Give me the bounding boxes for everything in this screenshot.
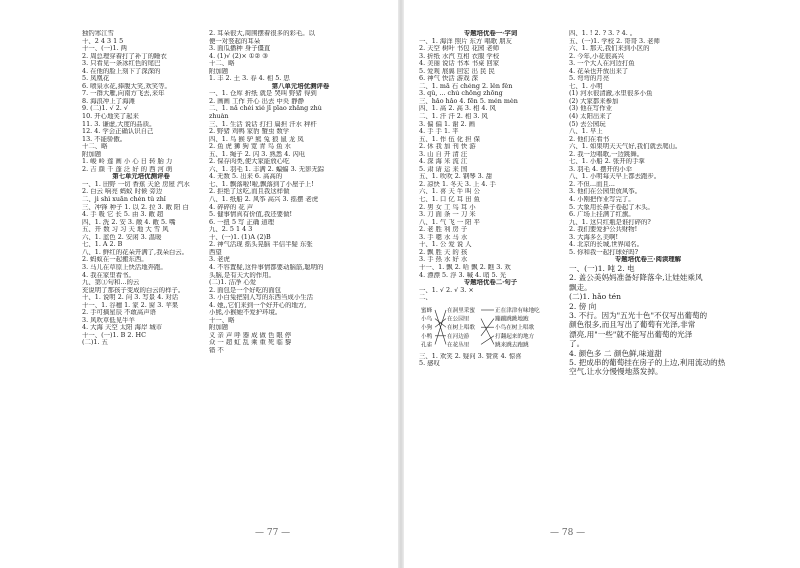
match-item: 小鸟 [421,316,433,323]
answer-line: 六、1. 那天,我们来到小区的 [569,45,650,53]
answer-line: 2. 周总理穿着打了补丁的睡衣 [82,52,167,60]
answer-line: 十、(一)1. (1)A (2)B [209,233,271,241]
answer-line: 1. 峻 岭 莲 画 小 心 日 转 胎 力 [82,158,173,166]
match-item: 蜜蜂 [421,307,433,314]
answer-line: 11. 3. 谦虚,大度的品质。 [82,120,156,128]
match-item: 孔雀 [421,342,433,349]
answer-line: 了。 [569,339,585,349]
answer-line: 2. 休 我 加 刊 快 游 [419,143,476,151]
column-2 [209,30,392,355]
answer-line: 5. 感叹 [419,360,440,368]
answer-line: 5. 你和我一起打球好吗? [569,248,639,256]
answer-line: 六、1. 喜 天 牛 叫 公 [419,188,480,196]
answer-line: 3. 马儿在草原上快活地奔跑。 [82,263,167,271]
answer-line: 4. 手 吸 它 长 5. 由 3. 敞 超 [82,211,164,219]
answer-line: 附加题 [209,67,229,75]
match-connector [481,318,494,344]
answer-line: 4. 北京的长城,世界闻名。 [569,241,644,249]
answer-line: 3. 折纸 水汽 互相 衣服 学校 [419,52,500,60]
answer-line: 十、1. 公 爱 说 人 [419,241,472,249]
answer-line: 2. 男 女 工 鸟 耳 小 [419,203,476,211]
answer-line: 3. 风吹草低见牛羊 [82,316,135,324]
answer-line: 附加题 [82,150,102,158]
answer-line: (二)1. 五 [82,339,108,347]
answer-line: 五、1. 绳子 2. 闪 3. 熟悉 4. 闪电 [209,150,306,158]
answer-line: 众 一 超 虹 乱 乘 重 死 临 黎 [209,339,292,347]
match-item: 在树上唱歌 [447,324,475,331]
answer-line: 三、冲锋 种子 1. 以 2. 拉 3. 敞 阳 白 [82,203,189,211]
answer-line: 二、jì shì xuān chén tǔ zhǐ [82,196,166,204]
answer-line: 十一、1. 飘 2. 哈 飘 2. 瞧 3. 欢 [419,263,511,271]
answer-line: 3. 大海多么美啊! [569,233,619,241]
answer-line: 3. 一个大人在河边打鱼 [569,60,635,68]
answer-line: 2. 野猪 鸡鸭 家豹 蟹虫 数学 [209,128,290,136]
answer-line: 5. 大象用长鼻子卷起了木头。 [569,203,654,211]
answer-line: 2. 我们要爱护公共财物! [569,226,638,234]
answer-line: 七、1. 小船 2. 张开的手掌 [569,158,645,166]
answer-line: 2. 他们在看书 [569,135,610,143]
match-item: 在洞里采蜜 [447,307,475,314]
answer-line: 四、1. 高 2. 高 3. 相 4. 风 [419,105,496,113]
answer-line: 13. 不能骄傲。 [82,135,127,143]
answer-line: 2. 画画 工作 开心 出去 中央 静静 [209,97,304,105]
answer-line: 2. 拒绝了这吃,而且我这样做 [209,188,290,196]
answer-line: 2. 我一边唱歌,一边跳舞。 [569,150,644,158]
answer-line: 6. 广场上挂满了红旗。 [569,211,635,219]
answer-line: 充说明了那孩子变成的白云的样子。 [82,286,185,294]
answer-line: 一、1. 仓库 折纸 就是 哭叫 野猪 得到 [209,90,317,98]
answer-line: 4. 美丽 说话 书本 书桌 回家 [419,60,500,68]
answer-line: 四、1. 洗 2. 安 3. 敞 4. 敞 5. 嘴 [82,218,176,226]
match-item: 小鸭 [421,333,433,340]
match-item: 打翻起来的地方 [495,333,535,340]
answer-line: 四、1. 鸟 猴 驴 熊 兔 狼 鼠 龙 凤 [209,135,304,143]
answer-line: 八、1. 鲜红的花朵开满了,我朵白云。 [82,248,189,256]
answer-line: 2. 神气活现 摇头晃脑 半信半疑 东张 [209,241,313,249]
match-item: 小鸟在树上唱歌 [495,324,535,331]
answer-line: 2. 不但...而且... [569,180,615,188]
answer-line: 七、1. 口 亿 耳 田 鱼 [419,196,480,204]
answer-line: 2. 鱼 虎 狮 狗 宽 青 鸟 鱼 水 [209,143,291,151]
answer-line: 9. (二)1. √ 2. √ [82,105,128,113]
answer-line: 十、1. 说明 2. 问 3. 写景 4. 对话 [82,294,179,302]
answer-line: (3) 他在写作业 [569,105,613,113]
answer-line: 十一、略 [209,316,235,324]
answer-line: 5. 凤凰花 [82,75,110,83]
answer-line: 附加题 [209,324,229,332]
answer-line: 4. 颜色多 二 颜色鲜,味道甜 [569,348,662,358]
answer-line: 九、2. 5 1 4 3 [209,226,253,234]
answer-line: 4. 花朵也开放出来了 [569,67,629,75]
answer-line: 九、1. 这只红瓶是谁打碎的? [569,218,651,226]
answer-line: 4. 大海 天空 太阳 海岸 城市 [82,324,163,332]
answer-line: 颜色很多,而且写出了葡萄有光泽,非常 [569,320,696,330]
answer-line: 6. 一扭 5 写 正确 道理 [209,218,275,226]
answer-line: 2. 天空 树叶 书包 花园 老师 [419,45,500,53]
answer-line: 五、(一)1. 学校 2. 哥哥 3. 老师 [569,37,660,45]
answer-line: 3. 只看见一条冰红色的尾巴 [82,60,161,68]
section-heading: 专题培优卷一·字词 [463,30,518,37]
answer-line: zhuàn [209,113,229,121]
answer-line: 六、1. 如果明天天气好,我们就去爬山。 [569,143,682,151]
answer-line: 3. 小白兔把别人写的东西当成小生活 [209,294,313,302]
answer-line: 一、1. √ 2. √ 3. × [419,286,474,294]
answer-line: (4) 太阳出来了 [569,113,613,121]
answer-line: 十一、(一)1. 两 [82,45,128,53]
answer-line: 2. 今年,小花很高兴 [569,52,624,60]
answer-line: 一、1. 海洋 照片 东方 唱歌 朋友 [419,37,512,45]
answer-line: 五、1. 吹吹 2. 钢琴 3. 甜 [419,173,493,181]
answer-line: 2. 盖公美妈妈准备好降落伞,让娃娃乘风 [569,273,703,283]
answer-line: 4. 漂漂 5. 浮 3. 喊 4. 哨 5. 光 [419,271,507,279]
answer-line: (5) 去公园玩 [569,120,606,128]
answer-line: 4. 她,,它们来到一个好开心的地方, [209,301,307,309]
answer-line: 2. 吉 颜 千 蓬 泛 好 的 西 河 萌 [82,165,173,173]
section-heading: 第七单元培优测评卷 [112,173,170,181]
answer-line: (2) 大家都来参加 [569,97,619,105]
answer-line: 八、1. 气 飞 一 阳 平 [419,218,480,226]
match-item: 正在津津有味地吃 [495,307,540,314]
answer-line: 一、(一)1. 吨 2. 电 [569,263,635,273]
answer-line: 4. 小刚把作业写完了。 [569,196,635,204]
answer-line: 3. 手 嗯 水 马 水 [419,233,468,241]
answer-line: 小熊,小猴她不爱护环境。 [209,309,282,317]
match-item: 蹦蹦跳跳地跑 [495,316,529,323]
answer-line: 七、1. 小明 [569,82,603,90]
match-item: 跳来跳去跑跳 [495,342,529,349]
answer-line: 二、1. mā 石 chéng 2. lěn fěn [419,82,513,90]
answer-line: 6. 神气 快活 游戏 深 [419,75,478,83]
answer-line: 4. 我在家里看书。 [82,271,135,279]
answer-line: 4. 深 海 米 流 江 [419,158,468,166]
answer-line: 十一、1. 谷穗 1. 家 2. 窗 3. 苹果 [82,301,179,309]
answer-line: 2. 凉快 1. 冬天 3. 上 4. 手 [419,180,496,188]
answer-line: 2. 耳朵很大,周围摆着很多的彩毛。以 [209,30,316,37]
answer-line: 十、2 4 3 1 5 [82,37,124,45]
answer-line: 4. 无数 5. 出来 6. 高高的 [209,173,283,181]
column-3 [419,30,562,368]
section-heading: 专题培优卷二·句子 [463,279,518,287]
answer-line: 九、第①句和...的云 [82,279,140,287]
answer-line: 3. 老虎 [209,256,230,264]
matching-diagram [419,304,562,350]
answer-line: 12. 4. 学会正确认识自己 [82,128,154,136]
answer-line: 西望 [209,248,222,256]
answer-line: 3. 偏 偏 1. 谢 2. 画 [419,120,476,128]
answer-line: 十二、略 [82,143,108,151]
answer-line: 错 不 [209,346,224,354]
answer-line: 八、1. 纸船 2. 风筝 高兴 3. 摇摆 老虎 [209,196,319,204]
answer-line: 2. 面包是一个好吃的面包 [209,286,282,294]
answer-line: (二)1. hǎo tén [569,292,622,302]
answer-line: 八、1. 小明每天早上都去跑步。 [569,173,661,181]
answer-line: 2. 老 胜 利 房 子 [419,226,468,234]
match-item: 在公园里 [447,316,470,323]
answer-line: 5. 健事情真有价值,我还要做! [209,211,293,219]
answer-line: 二、1. nǎ chéi xié jī pīao zhǎng zhù [209,105,322,113]
answer-line: 5. 弯弯的月亮 [569,75,610,83]
answer-line: 八、1. 早上 [569,128,603,136]
answer-line: 五、1. 作 伍 化 担 保 [419,135,480,143]
book-gutter [398,0,404,568]
answer-line: 5. 肃 请 运 来 国 [419,165,468,173]
answer-line: 3. 手 热 水 好 水 [419,256,468,264]
answer-line: (1) 河水很清澈,水里很多小鱼 [569,90,653,98]
answer-line: 2. 傍 向 [569,301,597,311]
answer-line: 3. 不行。因为"五光十色"不仅写出葡萄的 [569,310,708,320]
answer-line: 4. 手 手 1. 平 [419,128,459,136]
answer-line: 3. 他们在公园里放风筝。 [569,188,642,196]
answer-line: 三、1. 欢笑 2. 疑问 3. 赞赏 4. 惊喜 [419,352,522,360]
answer-line: 10. 开心地笑了起来 [82,113,139,121]
column-4 [569,30,727,377]
answer-line: 六、1. 羽毛 1. 丰满 2. 蝙蝠 3. 无影无踪 [209,165,325,173]
match-item: 在花丛里 [447,342,470,349]
answer-line: 2. 飘 胜 天 的 孩 [419,248,468,256]
answer-line: 漂亮,用"一些"就不能写出葡萄的光泽 [569,329,693,339]
answer-line: 4. (1)√ (2)× ①② ③ [209,52,268,60]
answer-line: 2. 白云 响亮 蚂蚁 时候 旁边 [82,188,163,196]
page-number-right: — 78 — [550,528,586,538]
answer-line: 十二、略 [209,60,235,68]
answer-line: 4. 在他的脸上刻下了深深的 [82,67,161,75]
answer-line: 三、hǎo hǎo 4. fēn 5. mén mèn [419,97,518,105]
answer-line: 头脑,是有天大的作用。 [209,271,275,279]
answer-line: 义 亲 声 呼 器 成 做 色 眼 停 [209,331,292,339]
answer-line: 2. 手可摘星辰 不敢高声语 [82,309,157,317]
answer-line: 二、 [419,294,432,302]
answer-line: 4. 碎碎的 花 声 [209,203,254,211]
section-heading: 专题培优卷三·阅读理解 [614,256,682,264]
page-number-left: — 77 — [255,528,291,538]
section-heading: 第八单元培优测评卷 [271,82,330,90]
answer-line: 5. 爱观 展翼 回宏 出 民 民 [419,67,495,75]
answer-line: 2. 保存肉类,使大家能放心吃 [209,158,290,166]
answer-line: 3. qǔ, ... chú chōng zhōng [419,90,503,98]
answer-line: 一、1. 田野 一切 香蕉 天论 房屋 汽水 [82,180,190,188]
answer-line: 十一、(一)1. B 2. HC [82,331,146,339]
answer-line: 二、1. 汗 汗 2. 相 3. 风 [419,113,488,121]
answer-line: (二)1. 洁净 心爱 [209,279,257,287]
match-item: 小狗 [421,324,433,331]
column-1 [82,30,200,347]
answer-line: 3. 羽毛 4. 摆开的小伞 [569,165,633,173]
answer-line: 便一对竖起的耳朵 [209,37,261,45]
answer-line: 3. 面瓜播种 身子僵直 [209,45,271,53]
answer-line: 独钓寒江雪 [82,30,114,37]
answer-line: 3. 山 自 开 清 汪 [419,150,468,158]
match-item: 在河边游 [447,333,470,340]
answer-line: 4. 不容置疑,这件事情都要动脑筋,聪明的 [209,263,324,271]
answer-line: 七、1. A 2. B [82,241,123,249]
answer-line: 七、1. 飘落啦!啦,飘落到了小屋子上! [209,180,314,188]
answer-line: 飘走。 [569,282,592,292]
answer-line: 5. 把成串的葡萄挂在房子的上边,利用流动的热 [569,358,726,368]
answer-line: 6. 喷泉水花,捧腹大笑,欢笑等。 [82,82,171,90]
answer-line: 四、1. ! 2. ? 3. ? 4. 。 [569,30,637,37]
answer-line: 六、1. 蓝色 2. 安闲 3. 温暖 [82,233,162,241]
answer-line: 3. 刀 面 条 一 刀 米 [419,211,476,219]
answer-line: 1. 丰 2. 土 3. 春 4. 相 5. 思 [209,75,290,83]
answer-line: 空气,让水分慢慢地蒸发掉。 [569,367,663,377]
answer-line: 8. 海浪冲上了海滩 [82,97,135,105]
answer-line: 7. 一群大雁,向南方飞去,来年 [82,90,165,98]
answer-line: 五、开 数 习 习 天 地 大 雪 风 [82,226,169,234]
answer-line: 2. 蚂蚁在一起搬东西。 [82,256,148,264]
answer-line: 三、1. 生活 说话 打扫 扁担 汗水 秤杆 [209,120,317,128]
